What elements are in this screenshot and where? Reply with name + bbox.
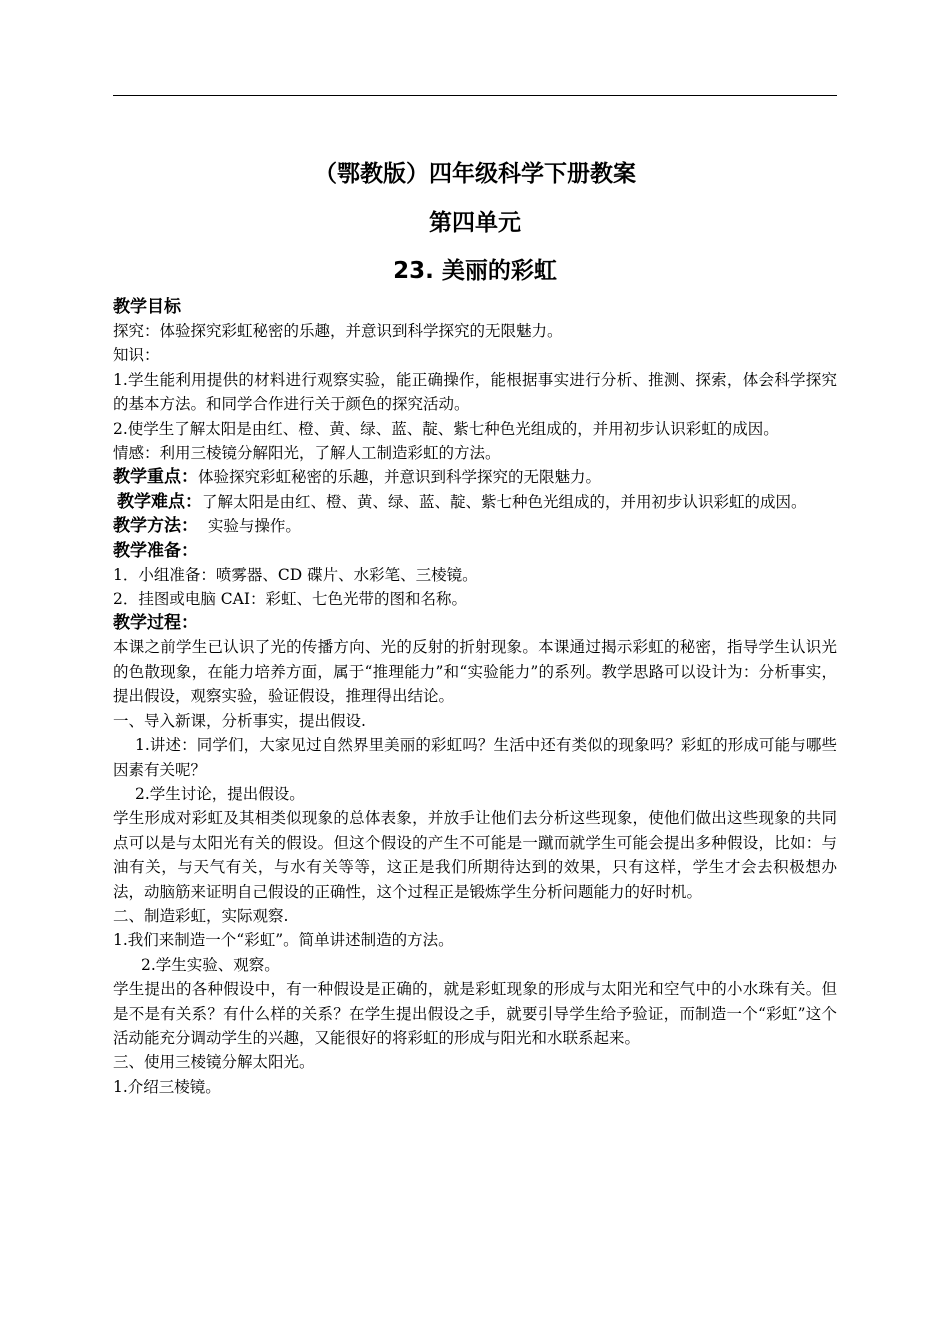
process-step-3-1: 1.介绍三棱镜。 (113, 1077, 221, 1096)
process-section-3: 三、使用三棱镜分解太阳光。 (113, 1053, 315, 1072)
objective-knowledge-2: 2.使学生了解太阳是由红、橙、黄、绿、蓝、靛、紫七种色光组成的，并用初步认识彩虹的成因。 (113, 419, 779, 438)
method (113, 514, 837, 538)
difficulty (113, 490, 837, 514)
lesson-title: 23. 美丽的彩虹 (393, 258, 557, 284)
process-step-2-2: 2.学生实验、观察。 (141, 955, 280, 974)
document-body (113, 158, 837, 1099)
objective-knowledge-1: 1.学生能利用提供的材料进行观察实验，能正确操作，能根据事实进行分析、推测、探索，体会科学探究的基本方法。和同学合作进行关于颜色的探究活动。 (113, 370, 837, 414)
objective-knowledge-label: 知识： (113, 346, 160, 365)
process-step-1-1: 1.讲述：同学们，大家见过自然界里美丽的彩虹吗？生活中还有类似的现象吗？彩虹的形成可能与哪些因素有关呢？ (113, 736, 837, 779)
difficulty-text: 了解太阳是由红、橙、黄、绿、蓝、靛、紫七种色光组成的，并用初步认识彩虹的成因。 (202, 492, 807, 511)
process-section-1: 一、导入新课，分析事实，提出假设. (113, 711, 366, 730)
process-note-2: 学生提出的各种假设中，有一种假设是正确的，就是彩虹现象的形成与太阳光和空气中的小水珠有关。但是不是有关系？有什么样的关系？在学生提出假设之手，就要引导学生给予验证，而制造一个“彩虹”这个活动能充分调动学生的兴趣，又能很好的将彩虹的形成与阳光和水联系起来。 (113, 980, 837, 1047)
objective-inquiry: 探究：体验探究彩虹秘密的乐趣，并意识到科学探究的无限魅力。 (113, 322, 563, 340)
process-note-1: 学生形成对彩虹及其相类似现象的总体表象，并放手让他们去分析这些现象，使他们做出这些现象的共同点可以是与太阳光有关的假设。但这个假设的产生不可能是一蹴而就学生可能会提出多种假设，比如：与油有关，与天气有关，与水有关等等，这正是我们所期待达到的效果，只有这样，学生才会去积极想办法，动脑筋来证明自己假设的正确性，这个过程正是锻炼学生分析问题能力的好时机。 (113, 809, 837, 901)
difficulty-label: 教学难点： (117, 491, 202, 512)
preparation-item-1: 1．小组准备：喷雾器、CD 碟片、水彩笔、三棱镜。 (113, 565, 478, 584)
process-heading: 教学过程： (113, 613, 198, 634)
method-label: 教学方法： (113, 516, 198, 537)
objectives-heading: 教学目标 (113, 297, 181, 317)
unit-title: 第四单元 (429, 210, 521, 236)
key-point-text: 体验探究彩虹秘密的乐趣，并意识到科学探究的无限魅力。 (198, 468, 602, 487)
process-step-1-2: 2.学生讨论，提出假设。 (135, 784, 305, 803)
method-text: 实验与操作。 (207, 517, 301, 536)
document-title: （鄂教版）四年级科学下册教案 (314, 161, 636, 187)
preparation-item-2: 2．挂图或电脑 CAI：彩虹、七色光带的图和名称。 (113, 590, 467, 609)
header-rule (113, 95, 837, 96)
process-step-2-1: 1.我们来制造一个“彩虹”。简单讲述制造的方法。 (113, 931, 454, 950)
process-intro: 本课之前学生已认识了光的传播方向、光的反射的折射现象。本课通过揭示彩虹的秘密，指导学生认识光的色散现象，在能力培养方面，属于“推理能力”和“实验能力”的系列。教学思路可以设计为：分析事实，提出假设，观察实验，验证假设，推理得出结论。 (113, 638, 837, 706)
preparation-heading: 教学准备： (113, 540, 198, 561)
objective-emotion: 情感：利用三棱镜分解阳光，了解人工制造彩虹的方法。 (113, 444, 501, 463)
key-point (113, 465, 837, 489)
process-section-2: 二、制造彩虹，实际观察. (113, 906, 289, 925)
key-point-label: 教学重点： (113, 467, 198, 488)
